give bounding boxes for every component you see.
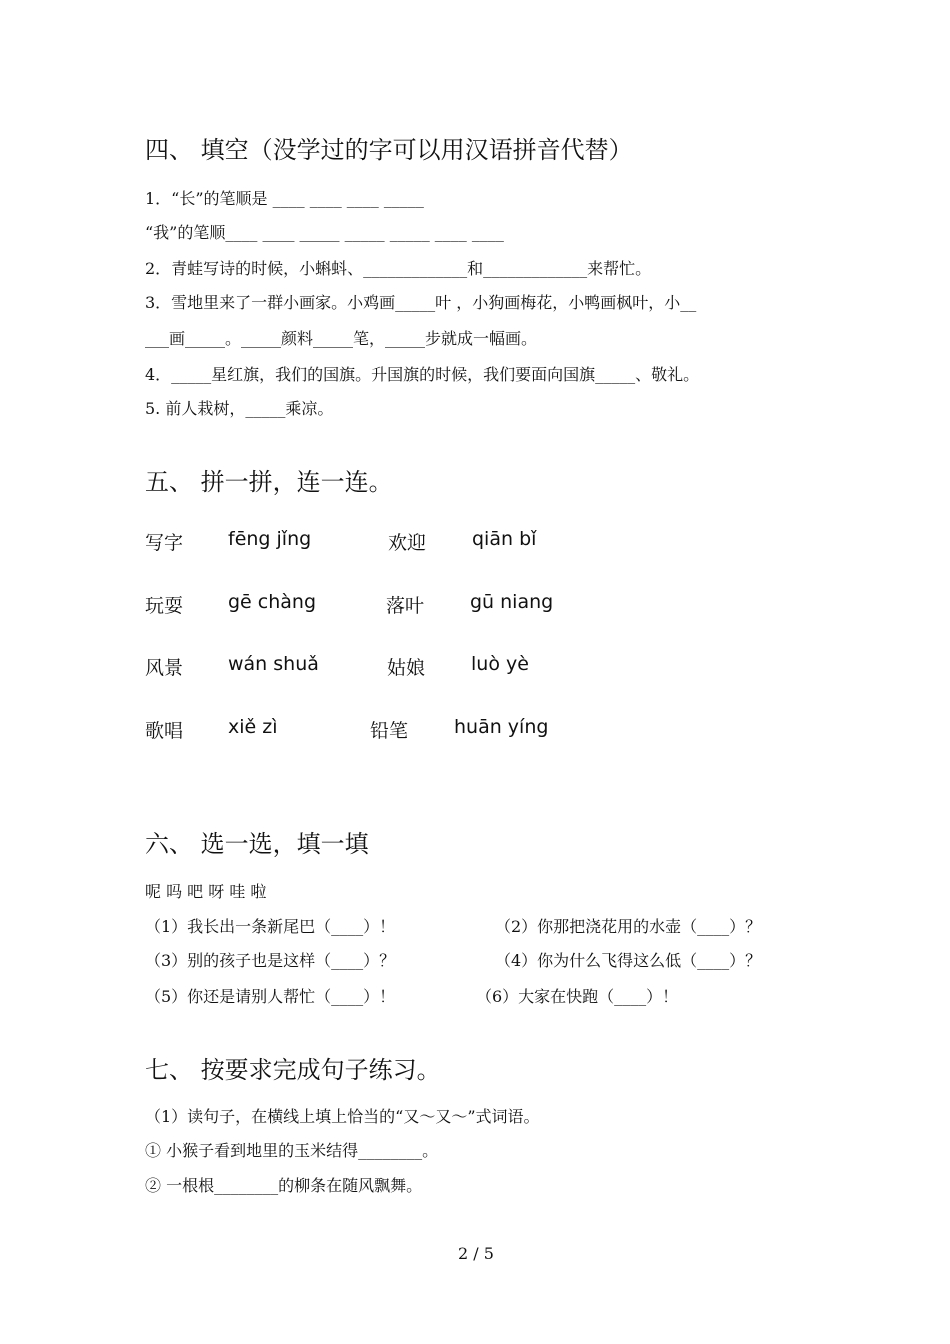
s6-q5: （5）你还是请别人帮忙（____）！ (145, 987, 396, 1006)
s7-instruction: （1）读句子，在横线上填上恰当的“又～又～”式词语。 (145, 1107, 540, 1126)
row2-pinyin-left: gē chàng (228, 591, 317, 613)
particle-options: 呢 吗 吧 呀 哇 啦 (145, 882, 267, 901)
q1-line-b: “我”的笔顺____ ____ _____ _____ _____ ____ ____ (145, 223, 504, 242)
row3-pinyin-left: wán shuǎ (228, 653, 319, 675)
row3-pinyin-right: luò yè (471, 653, 529, 675)
q1-line-a: 1．“长”的笔顺是 ____ ____ ____ _____ (145, 189, 424, 208)
section-6-heading: 六、 选一选，填一填 (145, 830, 369, 858)
row1-char-left: 写字 (145, 532, 184, 554)
s7-sentence-2: ② 一根根________的柳条在随风飘舞。 (145, 1176, 423, 1195)
s6-q3: （3）别的孩子也是这样（____）？ (145, 951, 396, 970)
row2-char-left: 玩耍 (145, 595, 184, 617)
s7-sentence-1: ① 小猴子看到地里的玉米结得________。 (145, 1141, 439, 1160)
row1-pinyin-left: fēng jǐng (228, 528, 312, 550)
q3-line-a: 3．雪地里来了一群小画家。小鸡画_____叶 ，小狗画梅花，小鸭画枫叶，小__ (145, 293, 697, 312)
section-4-heading: 四、 填空（没学过的字可以用汉语拼音代替） (145, 136, 633, 164)
s6-q2: （2）你那把浇花用的水壶（____）？ (495, 917, 762, 936)
row2-pinyin-right: gū niang (470, 591, 554, 613)
q4-line: 4．_____星红旗，我们的国旗。升国旗的时候，我们要面向国旗_____、敬礼。 (145, 365, 700, 384)
q3-line-b: ___画_____。_____颜料_____笔，_____步就成一幅画。 (145, 329, 538, 348)
row2-char-right: 落叶 (386, 595, 425, 617)
row4-pinyin-right: huān yíng (454, 716, 549, 738)
section-7-heading: 七、 按要求完成句子练习。 (145, 1056, 441, 1084)
s6-q6: （6）大家在快跑（____）！ (476, 987, 679, 1006)
s6-q4: （4）你为什么飞得这么低（____）？ (495, 951, 762, 970)
row4-char-left: 歌唱 (145, 720, 184, 742)
section-5-heading: 五、 拼一拼，连一连。 (145, 468, 393, 496)
row3-char-left: 风景 (145, 657, 184, 679)
row1-pinyin-right: qiān bǐ (472, 528, 537, 550)
page-number: 2 / 5 (458, 1244, 494, 1263)
row3-char-right: 姑娘 (387, 657, 426, 679)
row4-char-right: 铅笔 (370, 720, 409, 742)
q5-line: 5. 前人栽树，_____乘凉。 (145, 399, 334, 418)
row1-char-right: 欢迎 (388, 532, 427, 554)
row4-pinyin-left: xiě zì (228, 716, 278, 738)
q2-line: 2．青蛙写诗的时候，小蝌蚪、_____________和_____________来帮忙。 (145, 259, 652, 278)
s6-q1: （1）我长出一条新尾巴（____）！ (145, 917, 396, 936)
